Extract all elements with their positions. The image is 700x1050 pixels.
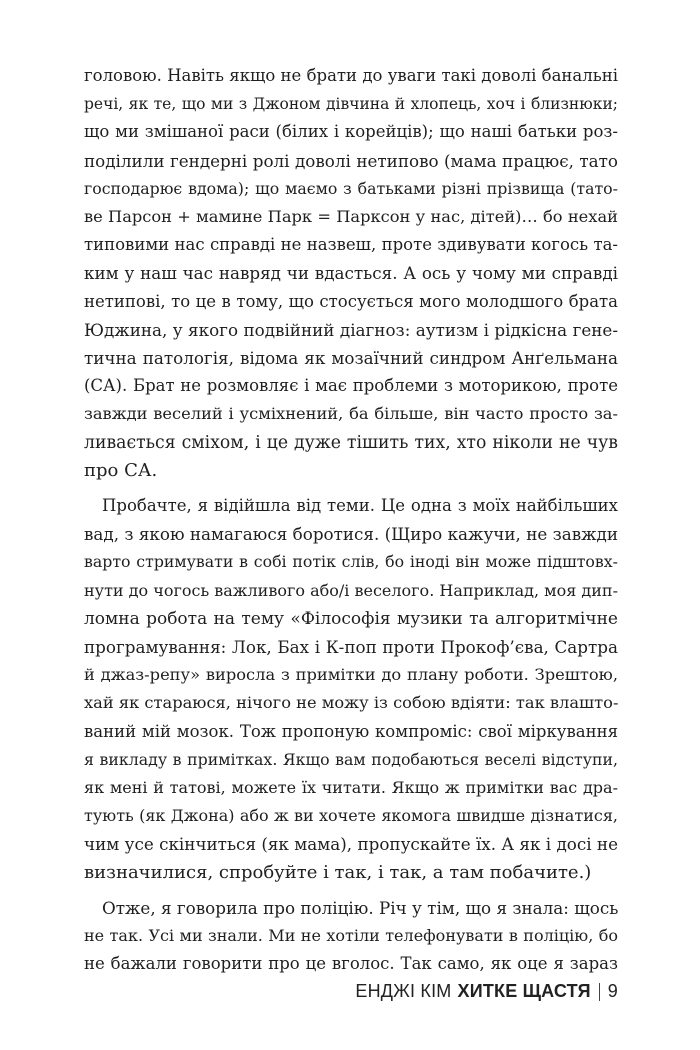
text-line: не бажали говорити про це вголос. Так само, як оце я зараз: [84, 954, 618, 974]
page-number: 9: [607, 981, 618, 1001]
footer-divider: [599, 983, 600, 1001]
paragraph-1: [84, 62, 618, 485]
text-line: нетипові, то це в тому, що стосується мого молодшого брата: [84, 291, 618, 311]
footer-book-title: ХИТКЕ ЩАСТЯ: [457, 981, 591, 1001]
text-line: Юджина, у якого подвійний діагноз: аутизм і рідкісна гене-: [84, 319, 618, 340]
text-line: й джаз-репу» виросла з примітки до плану роботи. Зрештою,: [84, 665, 618, 685]
text-line: тують (як Джона) або ж ви хочете якомога швидше дізнатися,: [84, 806, 618, 826]
text-line: ливається сміхом, і це дуже тішить тих, хто ніколи не чув: [84, 432, 618, 453]
text-line: Пробачте, я відійшла від теми. Це одна з моїх найбільших: [102, 496, 618, 516]
text-line: не так. Усі ми знали. Ми не хотіли телефонувати в поліцію, бо: [84, 926, 618, 946]
text-line: ким у наш час навряд чи вдасться. А ось у чому ми справді: [84, 263, 618, 284]
text-line: варто стримувати в собі потік слів, бо іноді він може підштовх-: [84, 552, 618, 572]
text-line: нути до чогось важливого або/і веселого. Наприклад, моя дип-: [84, 580, 618, 600]
paragraph-3: [84, 894, 618, 979]
text-line: ве Парсон + мамине Парк = Парксон у нас, дітей)… бо нехай: [84, 207, 618, 227]
text-line: головою. Навіть якщо не брати до уваги такі доволі банальні: [84, 66, 618, 85]
text-line: вад, з якою намагаюся боротися. (Щиро кажучи, не завжди: [84, 524, 619, 545]
text-line: програмування: Лок, Бах і К-поп проти Прокоф’єва, Сартра: [84, 637, 618, 658]
text-line: господарює вдома); що маємо з батьками різні прізвища (тато-: [84, 178, 618, 198]
text-line: ломна робота на тему «Філософія музики та алгоритмічне: [84, 608, 618, 629]
page-body: [84, 62, 618, 979]
text-line: що ми змішаної раси (білих і корейців); що наші батьки роз-: [84, 122, 618, 142]
text-line: речі, як те, що ми з Джоном дівчина й хлопець, хоч і близнюки;: [84, 95, 618, 114]
text-line: визначилися, спробуйте і так, і так, а там побачите.): [84, 861, 592, 883]
text-line: тична патологія, відома як мозаїчний синдром Анґельмана: [84, 348, 618, 369]
text-line: чим усе скінчиться (як мама), пропускайте їх. А як і досі не: [84, 834, 618, 855]
text-line: поділили гендерні ролі доволі нетипово (мама працює, тато: [84, 150, 618, 171]
text-line: хай як стараюся, нічого не можу із собою вдіяти: так влашто-: [84, 693, 619, 713]
text-line: типовими нас справді не назвеш, проте здивувати когось та-: [84, 235, 618, 255]
running-footer: [355, 981, 618, 1002]
paragraph-2: [84, 492, 618, 887]
text-line: ваний мій мозок. Тож пропоную компроміс: свої міркування: [84, 721, 618, 741]
text-line: я викладу в примітках. Якщо вам подобаються веселі відступи,: [84, 749, 618, 769]
text-line: завжди веселий і усміхнений, ба більше, він часто просто за-: [84, 404, 618, 424]
text-line: Отже, я говорила про поліцію. Річ у тім, що я знала: щось: [102, 897, 619, 918]
text-line: (СА). Брат не розмовляє і має проблеми з моторикою, проте: [84, 376, 618, 396]
footer-author: ЕНДЖІ КІМ: [355, 981, 452, 1001]
text-line: про СА.: [84, 459, 158, 481]
text-line: як мені й татові, можете їх читати. Якщо ж примітки вас дра-: [84, 778, 618, 798]
